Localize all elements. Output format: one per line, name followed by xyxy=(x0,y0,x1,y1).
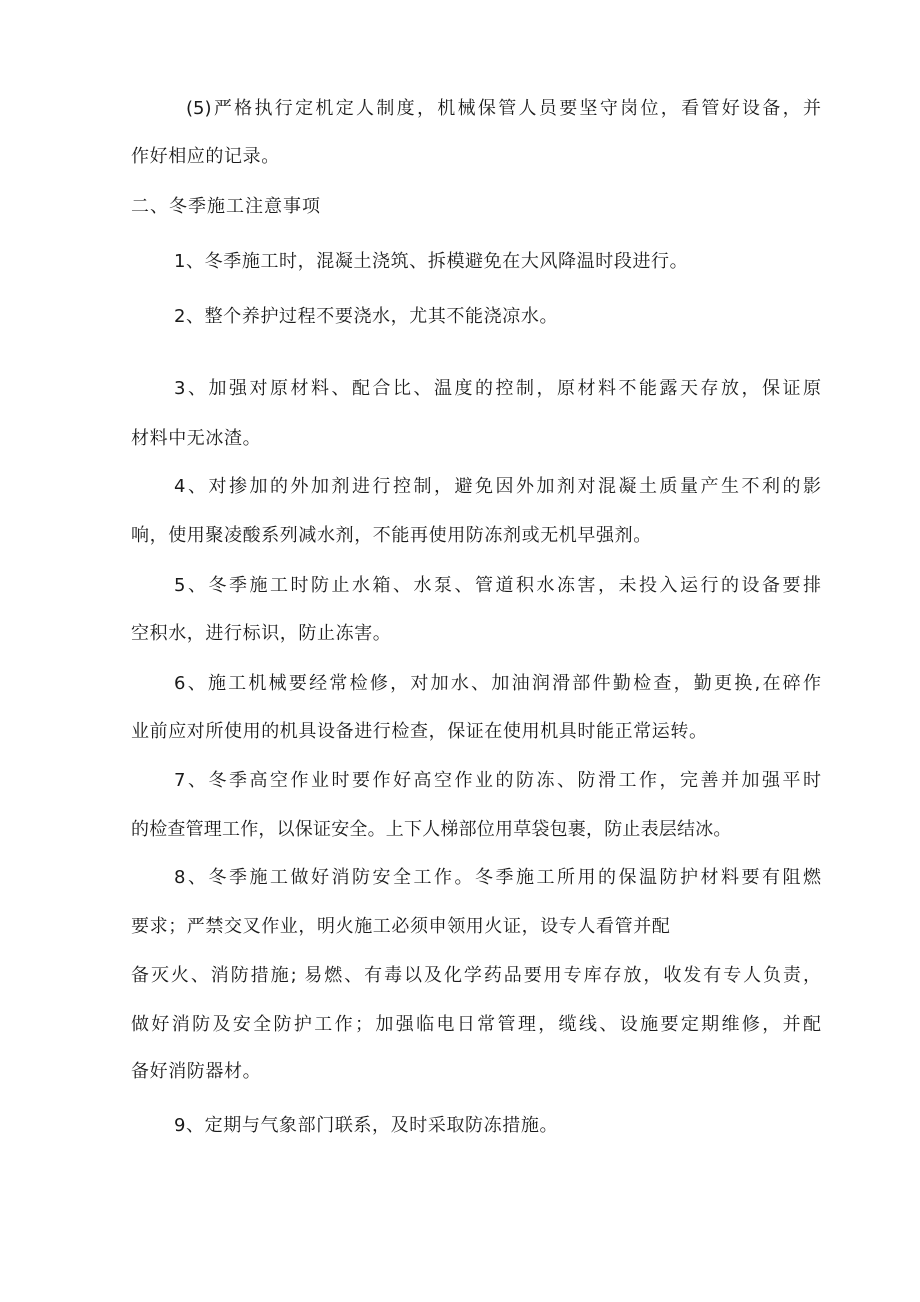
item-5-line-1: 5、冬季施工时防止水箱、水泵、管道积水冻害，未投入运行的设备要排 xyxy=(174,575,821,596)
item-8-line-1: 8、冬季施工做好消防安全工作。冬季施工所用的保温防护材料要有阻燃 xyxy=(174,867,821,888)
item-9: 9、定期与气象部门联系，及时采取防冻措施。 xyxy=(174,1115,559,1136)
item-3-line-2: 材料中无冰渣。 xyxy=(131,428,262,449)
section-heading: 二、冬季施工注意事项 xyxy=(131,196,321,217)
item-6-line-1: 6、施工机械要经常检修，对加水、加油润滑部件勤检查，勤更换,在碎作 xyxy=(174,673,821,694)
paragraph-5-line-2: 作好相应的记录。 xyxy=(131,146,280,167)
item-6-line-2: 业前应对所使用的机具设备进行检查，保证在使用机具时能正常运转。 xyxy=(131,721,708,742)
item-5-line-2: 空积水，进行标识，防止冻害。 xyxy=(131,623,392,644)
item-8-line-3: 备灭火、消防措施; 易燃、有毒以及化学药品要用专库存放，收发有专人负责， xyxy=(131,965,821,986)
paragraph-5-line-1: (5)严格执行定机定人制度，机械保管人员要坚守岗位，看管好设备，并 xyxy=(186,98,821,119)
item-8-line-5: 备好消防器材。 xyxy=(131,1061,262,1082)
item-7-line-1: 7、冬季高空作业时要作好高空作业的防冻、防滑工作，完善并加强平时 xyxy=(174,770,821,791)
item-4-line-1: 4、对掺加的外加剂进行控制，避免因外加剂对混凝土质量产生不利的影 xyxy=(174,476,821,497)
item-2: 2、整个养护过程不要浇水，尤其不能浇凉水。 xyxy=(174,306,559,327)
item-8-line-2: 要求；严禁交叉作业，明火施工必须申领用火证，设专人看管并配 xyxy=(131,916,671,937)
item-1: 1、冬季施工时，混凝土浇筑、拆模避免在大风降温时段进行。 xyxy=(174,251,689,272)
item-4-line-2: 响，使用聚凌酸系列减水剂，不能再使用防冻剂或无机早强剂。 xyxy=(131,525,652,546)
item-3-line-1: 3、加强对原材料、配合比、温度的控制，原材料不能露天存放，保证原 xyxy=(174,378,821,399)
item-7-line-2: 的检查管理工作，以保证安全。上下人梯部位用草袋包裹，防止表层结冰。 xyxy=(131,819,732,840)
item-8-line-4: 做好消防及安全防护工作；加强临电日常管理，缆线、设施要定期维修，并配 xyxy=(131,1014,821,1035)
